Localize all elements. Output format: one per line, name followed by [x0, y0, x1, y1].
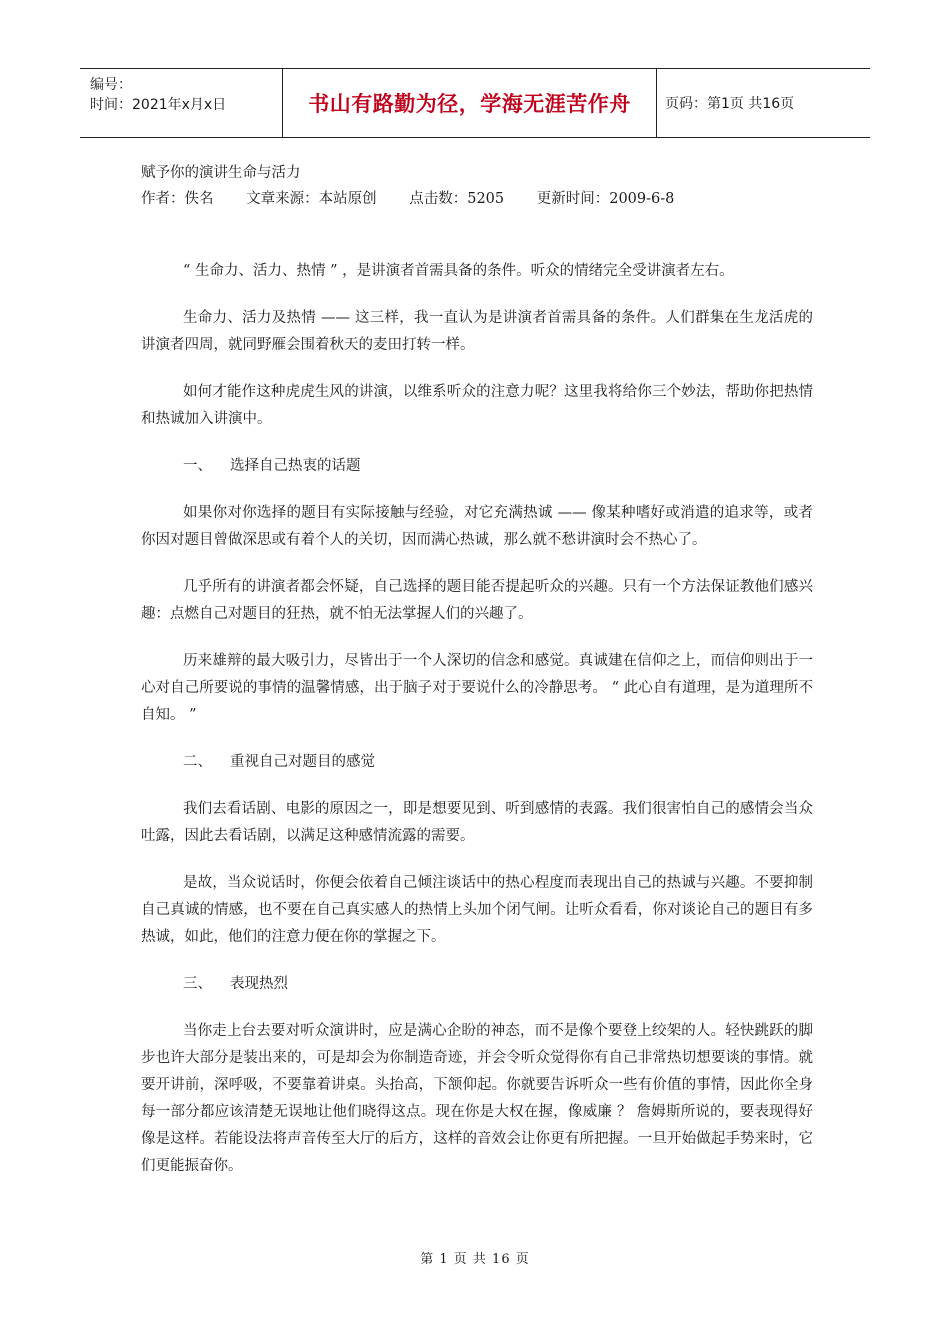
section-number: 一、	[183, 458, 212, 474]
paragraph: 如何才能作这种虎虎生风的讲演，以维系听众的注意力呢？这里我将给你三个妙法，帮助你把热情和热诚加入讲演中。	[141, 384, 813, 427]
article-meta-line	[141, 186, 813, 212]
paragraph: 当你走上台去要对听众演讲时，应是满心企盼的神态，而不是像个要登上绞架的人。轻快跳跃的脚步也许大部分是装出来的，可是却会为你制造奇迹，并会令听众觉得你有自己非常热切想要谈的事情。就要开讲前，深呼吸，不要靠着讲桌。头抬高，下颔仰起。你就要告诉听众一些有价值的事情，因此你全身每一部分都应该清楚无误地让他们晓得这点。现在你是大权在握，像威廉 ？ 詹姆斯所说的，要表现得好像是这样。若能设法将声音传至大厅的后方，这样的音效会让你更有所把握。一旦开始做起手势来时，它们更能振奋你。	[141, 1023, 813, 1174]
article-source: 文章来源：本站原创	[246, 191, 377, 207]
article-author: 作者：佚名	[141, 191, 214, 207]
section-title: 重视自己对题目的感觉	[230, 754, 375, 770]
paragraph: 生命力、活力及热情 —— 这三样，我一直认为是讲演者首需具备的条件。人们群集在生龙活虎的讲演者四周，就同野雁会围着秋天的麦田打转一样。	[141, 310, 813, 353]
section-number: 二、	[183, 754, 212, 770]
paragraph: 如果你对你选择的题目有实际接触与经验，对它充满热诚 —— 像某种嗜好或消遣的追求等，或者你因对题目曾做深思或有着个人的关切，因而满心热诚，那么就不愁讲演时会不热心了。	[141, 505, 813, 548]
article-updated: 更新时间：2009-6-8	[536, 191, 675, 207]
section-heading-2	[141, 749, 813, 776]
header-left-cell	[80, 69, 283, 137]
section-heading-1	[141, 453, 813, 480]
article-hits: 点击数：5205	[409, 191, 505, 207]
section-number: 三、	[183, 976, 212, 992]
paragraph: 我们去看话剧、电影的原因之一，即是想要见到、听到感情的表露。我们很害怕自己的感情会当众吐露，因此去看话剧，以满足这种感情流露的需要。	[141, 801, 813, 844]
document-header	[80, 68, 870, 138]
section-title: 表现热烈	[230, 976, 288, 992]
paragraph: 历来雄辩的最大吸引力，尽皆出于一个人深切的信念和感觉。真诚建在信仰之上，而信仰则出于一心对自己所要说的事情的温馨情感，出于脑子对于要说什么的冷静思考。 “ 此心自有道理，是为道理所不自知。 ”	[141, 653, 813, 723]
article-meta	[141, 160, 813, 212]
page-footer: 第 1 页 共 16 页	[420, 1252, 530, 1267]
document-date: 时间：2021年x月x日	[90, 97, 227, 113]
section-heading-3	[141, 971, 813, 998]
document-number-label: 编号：	[90, 77, 132, 93]
article-title: 赋予你的演讲生命与活力	[141, 165, 301, 181]
article-body	[141, 258, 813, 1200]
paragraph: “ 生命力、活力、热情 ” ，是讲演者首需具备的条件。听众的情绪完全受讲演者左右。	[183, 263, 734, 279]
paragraph: 几乎所有的讲演者都会怀疑，自己选择的题目能否提起听众的兴趣。只有一个方法保证教他们感兴趣：点燃自己对题目的狂热，就不怕无法掌握人们的兴趣了。	[141, 579, 813, 622]
header-motto: 书山有路勤为径，学海无涯苦作舟	[283, 69, 657, 137]
header-page-info: 页码：第1页 共16页	[665, 96, 795, 112]
section-title: 选择自己热衷的话题	[230, 458, 361, 474]
paragraph: 是故，当众说话时，你便会依着自己倾注谈话中的热心程度而表现出自己的热诚与兴趣。不要抑制自己真诚的情感，也不要在自己真实感人的热情上头加个闭气闸。让听众看看，你对谈论自己的题目有多热诚，如此，他们的注意力便在你的掌握之下。	[141, 875, 813, 945]
